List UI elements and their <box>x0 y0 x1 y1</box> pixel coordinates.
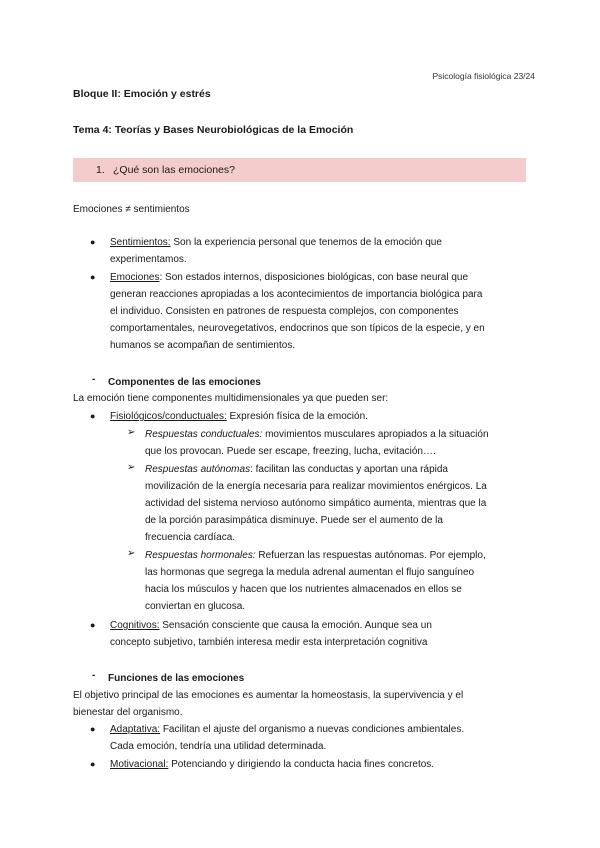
functions-heading: Funciones de las emociones <box>108 673 245 684</box>
bullet-icon: ● <box>90 759 96 769</box>
dash-marker: - <box>92 670 96 681</box>
section-number: 1. <box>96 164 105 176</box>
bullet-icon: ● <box>90 237 96 247</box>
bullet-icon: ● <box>90 620 96 630</box>
arrow-bullet-icon: ➢ <box>127 548 136 559</box>
bullet-icon: ● <box>90 411 96 421</box>
block-title: Bloque II: Emoción y estrés <box>73 88 211 100</box>
term-fisiologicos: Fisiológicos/conductuales: <box>110 411 227 422</box>
term-cognitivos: Cognitivos: <box>110 620 160 631</box>
sub-item-hormonales: Respuestas hormonales: Refuerzan las respuestas autónomas. Por ejemplo, las hormonas que segrega la medula adrenal aumentan el flujo sanguíneo hacia los músculos y hacen que los nutrientes almacenados en ellos se conviertan en glucosa. <box>145 550 486 612</box>
functions-intro: El objetivo principal de las emociones es aumentar la homeostasis, la supervivencia y el bienestar del organismo. <box>73 690 464 718</box>
list-item-sentimientos: Sentimientos: Son la experiencia personal que tenemos de la emoción que experimentamos. <box>110 237 442 265</box>
intro-line: Emociones ≠ sentimientos <box>73 204 190 215</box>
arrow-bullet-icon: ➢ <box>127 427 136 438</box>
bullet-icon: ● <box>90 724 96 734</box>
section-title: ¿Qué son las emociones? <box>113 164 235 176</box>
components-intro: La emoción tiene componentes multidimensionales ya que pueden ser: <box>73 393 389 404</box>
topic-title: Tema 4: Teorías y Bases Neurobiológicas de la Emoción <box>73 124 354 136</box>
list-item-emociones: Emociones: Son estados internos, disposiciones biológicas, con base neural que generan reacciones apropiadas a los acontecimientos de importancia biológica para el individuo. Consisten en patrones de respuesta complejos, con componentes comportamentales, neurovegetativos, endocrinos que son típicos de la especie, y en humanos se acompañan de sentimientos. <box>110 272 485 351</box>
dash-marker: - <box>92 374 96 385</box>
section-heading <box>73 158 526 182</box>
components-heading: Componentes de las emociones <box>108 377 261 388</box>
sub-item-conductuales: Respuestas conductuales: movimientos musculares apropiados a la situación que los provocan. Puede ser escape, freezing, lucha, evitación…. <box>145 429 489 457</box>
term-motivacional: Motivacional: <box>110 759 169 770</box>
sub-item-autonomas: Respuestas autónomas: facilitan las conductas y aportan una rápida movilización de la energía necesaria para realizar movimientos enérgicos. La actividad del sistema nervioso autónomo simpático aumenta, mientras que la de la porción parasimpática disminuye. Puede ser el aumento de la frecuencia cardíaca. <box>145 464 487 543</box>
term-emociones: Emociones <box>110 272 160 283</box>
list-item-motivacional: Motivacional: Potenciando y dirigiendo la conducta hacia fines concretos. <box>110 759 435 770</box>
arrow-bullet-icon: ➢ <box>127 462 136 473</box>
list-item-adaptativa: Adaptativa: Facilitan el ajuste del organismo a nuevas condiciones ambientales. Cada emoción, tendría una utilidad determinada. <box>110 724 465 752</box>
term-sentimientos: Sentimientos: <box>110 237 171 248</box>
bullet-icon: ● <box>90 272 96 282</box>
term-adaptativa: Adaptativa: <box>110 724 161 735</box>
list-item-cognitivos: Cognitivos: Sensación consciente que causa la emoción. Aunque sea un concepto subjetivo, también interesa medir esta interpretación cognitiva <box>110 620 432 648</box>
course-header: Psicología fisiológica 23/24 <box>432 71 535 81</box>
list-item-fisiologicos: Fisiológicos/conductuales: Expresión física de la emoción. <box>110 411 368 422</box>
